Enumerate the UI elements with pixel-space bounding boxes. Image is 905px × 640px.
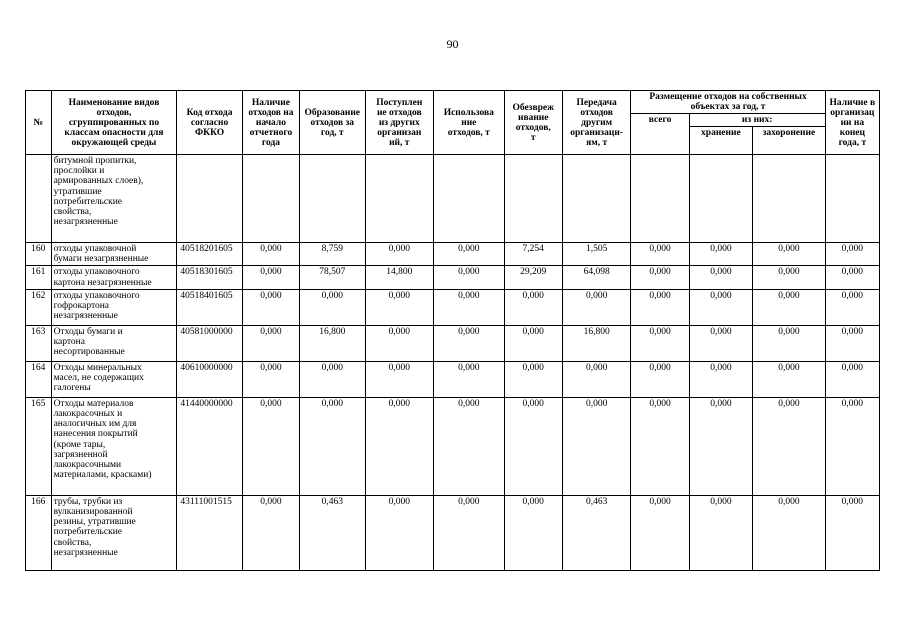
table-row — [26, 243, 880, 266]
transfer-amount: 0,000 — [562, 289, 631, 325]
start-amount: 0,000 — [242, 289, 299, 325]
transfer-amount — [562, 155, 631, 243]
received-amount: 0,000 — [365, 361, 434, 397]
page-number: 90 — [446, 37, 459, 51]
placement-burial: 0,000 — [753, 361, 826, 397]
transfer-amount: 16,800 — [562, 325, 631, 361]
header-formed: Образование отходов за год, т — [300, 91, 365, 155]
start-amount — [242, 155, 299, 243]
placement-burial — [753, 155, 826, 243]
fkko-code: 40518301605 — [177, 266, 242, 289]
placement-total: 0,000 — [631, 495, 689, 570]
waste-name: Отходы материалов лакокрасочных и аналогичных им для нанесения покрытий (кроме тары, загрязненной лакокрасочными материалами, красками) — [51, 397, 177, 495]
start-amount: 0,000 — [242, 495, 299, 570]
formed-amount: 0,000 — [300, 361, 365, 397]
row-number: 163 — [26, 325, 52, 361]
end-amount: 0,000 — [825, 266, 879, 289]
waste-name: отходы упаковочной бумаги незагрязненные — [51, 243, 177, 266]
row-number: 165 — [26, 397, 52, 495]
transfer-amount: 0,000 — [562, 397, 631, 495]
row-number — [26, 155, 52, 243]
start-amount: 0,000 — [242, 361, 299, 397]
placement-storage: 0,000 — [689, 495, 752, 570]
waste-table — [25, 90, 880, 571]
transfer-amount: 0,000 — [562, 361, 631, 397]
received-amount: 0,000 — [365, 495, 434, 570]
fkko-code: 41440000000 — [177, 397, 242, 495]
placement-storage: 0,000 — [689, 325, 752, 361]
end-amount: 0,000 — [825, 243, 879, 266]
waste-name: битумной пропитки, прослойки и армированных слоев), утратившие потребительские свойства, незагрязненные — [51, 155, 177, 243]
placement-total: 0,000 — [631, 243, 689, 266]
header-burial: захоронение — [753, 127, 826, 155]
placement-total — [631, 155, 689, 243]
neutralized-amount — [504, 155, 562, 243]
end-amount: 0,000 — [825, 495, 879, 570]
fkko-code — [177, 155, 242, 243]
table-row — [26, 289, 880, 325]
row-number: 166 — [26, 495, 52, 570]
header-neutralized: Обезвреж ивание отходов, т — [504, 91, 562, 155]
placement-storage: 0,000 — [689, 243, 752, 266]
transfer-amount: 1,505 — [562, 243, 631, 266]
table-body — [26, 155, 880, 571]
placement-total: 0,000 — [631, 397, 689, 495]
transfer-amount: 64,098 — [562, 266, 631, 289]
header-num: № — [26, 91, 52, 155]
end-amount: 0,000 — [825, 361, 879, 397]
row-number: 161 — [26, 266, 52, 289]
fkko-code: 40518201605 — [177, 243, 242, 266]
placement-total: 0,000 — [631, 361, 689, 397]
received-amount: 0,000 — [365, 289, 434, 325]
start-amount: 0,000 — [242, 266, 299, 289]
neutralized-amount: 29,209 — [504, 266, 562, 289]
placement-storage: 0,000 — [689, 361, 752, 397]
placement-total: 0,000 — [631, 266, 689, 289]
used-amount — [434, 155, 505, 243]
header-of-them: из них: — [689, 114, 825, 127]
neutralized-amount: 0,000 — [504, 495, 562, 570]
placement-burial: 0,000 — [753, 325, 826, 361]
neutralized-amount: 0,000 — [504, 361, 562, 397]
table-row — [26, 266, 880, 289]
received-amount: 0,000 — [365, 325, 434, 361]
formed-amount: 0,000 — [300, 397, 365, 495]
received-amount: 0,000 — [365, 397, 434, 495]
header-transfer: Передача отходов другим организаци- ям, т — [562, 91, 631, 155]
used-amount: 0,000 — [434, 495, 505, 570]
header-total: всего — [631, 114, 689, 155]
neutralized-amount: 0,000 — [504, 325, 562, 361]
used-amount: 0,000 — [434, 397, 505, 495]
placement-burial: 0,000 — [753, 289, 826, 325]
neutralized-amount: 7,254 — [504, 243, 562, 266]
end-amount: 0,000 — [825, 397, 879, 495]
waste-name: Отходы бумаги и картона несортированные — [51, 325, 177, 361]
header-name: Наименование видов отходов, сгруппированных по классам опасности для окружающей среды — [51, 91, 177, 155]
used-amount: 0,000 — [434, 289, 505, 325]
end-amount — [825, 155, 879, 243]
fkko-code: 43111001515 — [177, 495, 242, 570]
placement-burial: 0,000 — [753, 397, 826, 495]
header-used: Использова ние отходов, т — [434, 91, 505, 155]
used-amount: 0,000 — [434, 325, 505, 361]
waste-name: трубы, трубки из вулканизированной резины, утратившие потребительские свойства, незагрязненные — [51, 495, 177, 570]
header-end: Наличие в организац ии на конец года, т — [825, 91, 879, 155]
row-number: 160 — [26, 243, 52, 266]
formed-amount: 8,759 — [300, 243, 365, 266]
table-row — [26, 325, 880, 361]
placement-storage: 0,000 — [689, 397, 752, 495]
row-number: 162 — [26, 289, 52, 325]
placement-storage: 0,000 — [689, 266, 752, 289]
placement-total: 0,000 — [631, 325, 689, 361]
received-amount — [365, 155, 434, 243]
transfer-amount: 0,463 — [562, 495, 631, 570]
table-row — [26, 361, 880, 397]
header-placement: Размещение отходов на собственных объектах за год, т — [631, 91, 825, 114]
formed-amount: 78,507 — [300, 266, 365, 289]
placement-burial: 0,000 — [753, 495, 826, 570]
end-amount: 0,000 — [825, 325, 879, 361]
received-amount: 0,000 — [365, 243, 434, 266]
neutralized-amount: 0,000 — [504, 289, 562, 325]
start-amount: 0,000 — [242, 397, 299, 495]
placement-storage — [689, 155, 752, 243]
table-row — [26, 495, 880, 570]
waste-name: отходы упаковочного картона незагрязненные — [51, 266, 177, 289]
header-received: Поступлен ие отходов из других организан ий, т — [365, 91, 434, 155]
received-amount: 14,800 — [365, 266, 434, 289]
placement-total: 0,000 — [631, 289, 689, 325]
row-number: 164 — [26, 361, 52, 397]
placement-storage: 0,000 — [689, 289, 752, 325]
fkko-code: 40581000000 — [177, 325, 242, 361]
table-row — [26, 155, 880, 243]
start-amount: 0,000 — [242, 325, 299, 361]
waste-name: Отходы минеральных масел, не содержащих галогены — [51, 361, 177, 397]
formed-amount: 0,463 — [300, 495, 365, 570]
neutralized-amount: 0,000 — [504, 397, 562, 495]
formed-amount: 16,800 — [300, 325, 365, 361]
formed-amount — [300, 155, 365, 243]
placement-burial: 0,000 — [753, 243, 826, 266]
header-start: Наличие отходов на начало отчетного года — [242, 91, 299, 155]
table-row — [26, 397, 880, 495]
fkko-code: 40610000000 — [177, 361, 242, 397]
used-amount: 0,000 — [434, 243, 505, 266]
end-amount: 0,000 — [825, 289, 879, 325]
start-amount: 0,000 — [242, 243, 299, 266]
header-storage: хранение — [689, 127, 752, 155]
used-amount: 0,000 — [434, 361, 505, 397]
formed-amount: 0,000 — [300, 289, 365, 325]
waste-name: отходы упаковочного гофрокартона незагрязненные — [51, 289, 177, 325]
placement-burial: 0,000 — [753, 266, 826, 289]
fkko-code: 40518401605 — [177, 289, 242, 325]
header-code: Код отхода согласно ФККО — [177, 91, 242, 155]
used-amount: 0,000 — [434, 266, 505, 289]
